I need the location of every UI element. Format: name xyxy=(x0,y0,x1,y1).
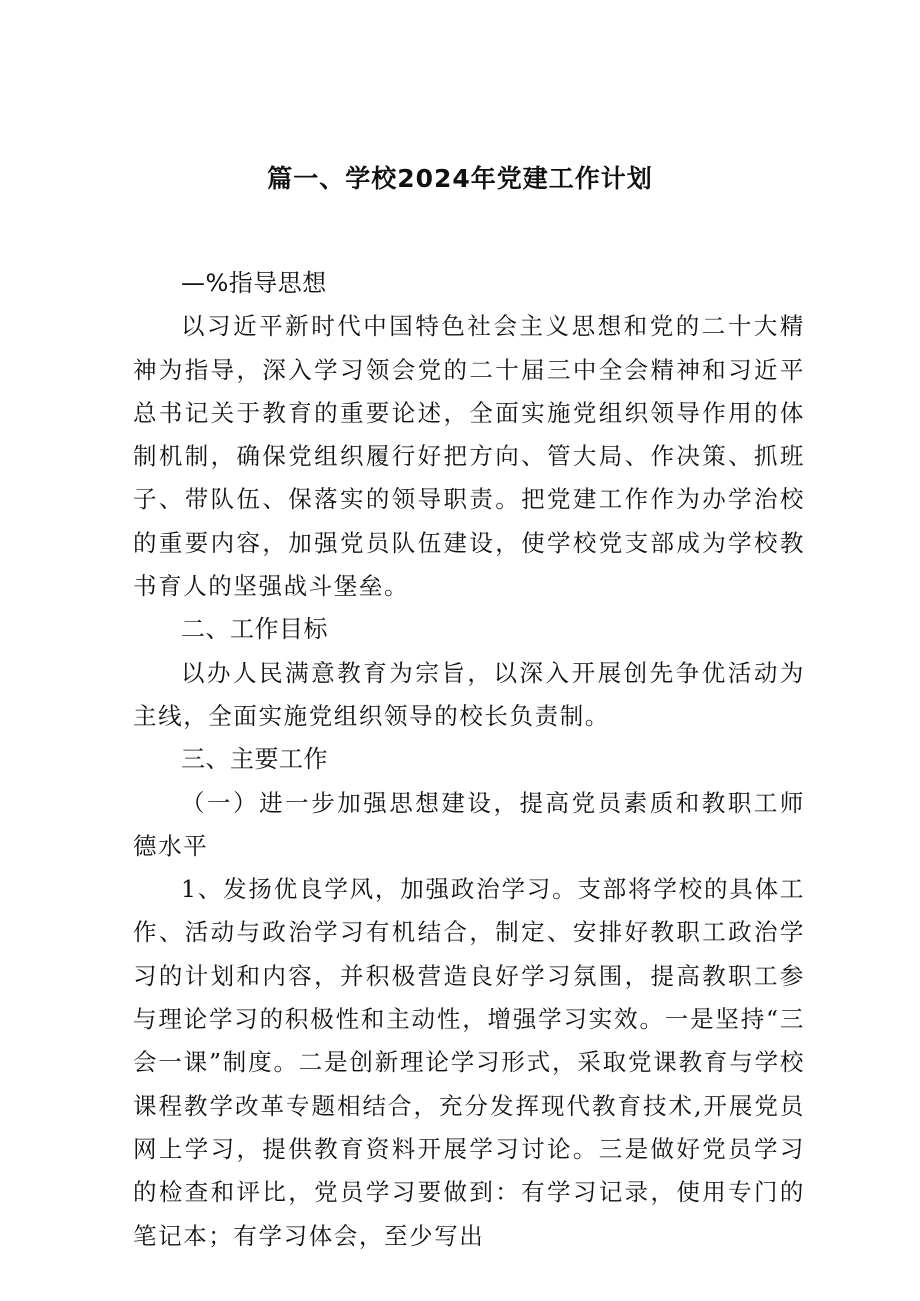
paragraph-political-study: 1、发扬优良学风，加强政治学习。支部将学校的具体工作、活动与政治学习有机结合，制定、安排好教职工政治学习的计划和内容，并积极营造良好学习氛围，提高教职工参与理论学习的积极性和主动性，增强学习实效。一是坚持“三会一课”制度。二是创新理论学习形式，采取党课教育与学校课程教学改革专题相结合，充分发挥现代教育技术,开展党员网上学习，提供教育资料开展学习讨论。三是做好党员学习的检查和评比，党员学习要做到：有学习记录，使用专门的笔记本；有学习体会，至少写出 xyxy=(133,875,805,1250)
subsection-heading-ideological-building: （一）进一步加强思想建设，提高党员素质和教职工师德水平 xyxy=(133,788,805,860)
document-body xyxy=(133,262,805,1258)
document-title: 篇一、学校2024年党建工作计划 xyxy=(267,164,653,193)
paragraph-work-goals: 以办人民满意教育为宗旨，以深入开展创先争优活动为主线，全面实施党组织领导的校长负责制。 xyxy=(133,658,805,730)
section-heading-work-goals: 二、工作目标 xyxy=(181,615,328,644)
section-heading-guiding-ideology: —%指导思想 xyxy=(181,269,327,297)
section-heading-main-work: 三、主要工作 xyxy=(181,745,328,774)
paragraph-guiding-ideology: 以习近平新时代中国特色社会主义思想和党的二十大精神为指导，深入学习领会党的二十届三中全会精神和习近平总书记关于教育的重要论述，全面实施党组织领导作用的体制机制，确保党组织履行好把方向、管大局、作决策、抓班子、带队伍、保落实的领导职责。把党建工作作为办学治校的重要内容，加强党员队伍建设，使学校党支部成为学校教书育人的坚强战斗堡垒。 xyxy=(133,312,805,601)
